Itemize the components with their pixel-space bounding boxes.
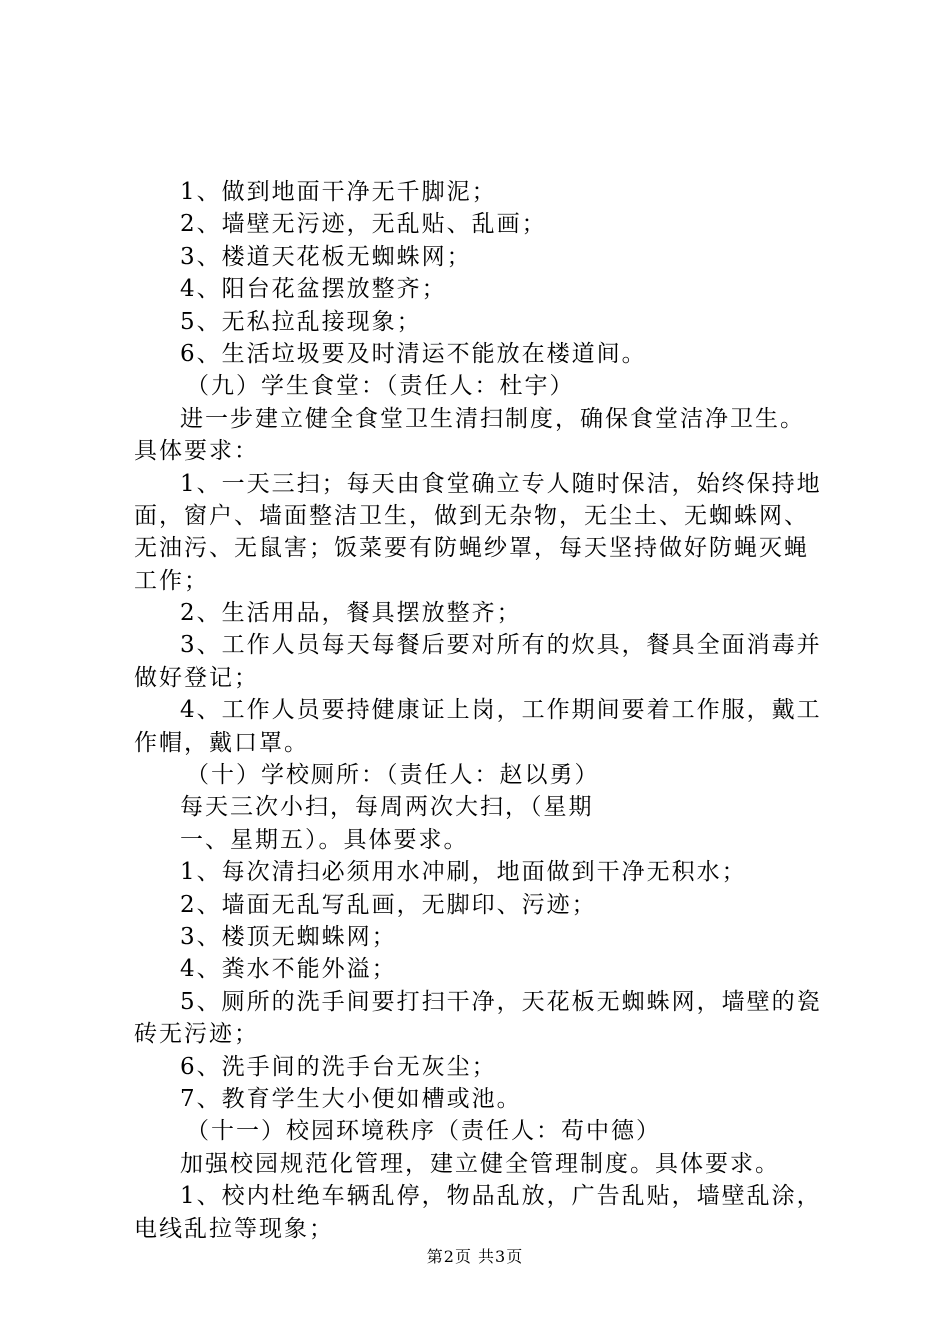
text-line: 3、楼道天花板无蜘蛛网； [180,243,472,270]
text-line: 6、洗手间的洗手台无灰尘； [180,1053,497,1080]
text-line: 1、每次清扫必须用水冲刷，地面做到干净无积水； [180,859,747,886]
text-line: 4、粪水不能外溢； [180,956,397,983]
text-line: 每天三次小扫，每周两次大扫，（星期 [180,794,594,821]
text-line: 面，窗户、墙面整洁卫生，做到无杂物，无尘土、无蜘蛛网、 [134,502,809,529]
page-number-footer: 第2页 共3页 [426,1247,524,1266]
text-line: 加强校园规范化管理，建立健全管理制度。具体要求。 [180,1150,780,1177]
text-line: 电线乱拉等现象； [134,1215,334,1242]
document-body [134,176,834,1245]
section-heading: （十一）校园环境秩序（责任人：苟中德） [186,1118,661,1145]
text-line: 无油污、无鼠害；饭菜要有防蝇纱罩，每天坚持做好防蝇灭蝇 [134,535,809,562]
text-line: 1、一天三扫；每天由食堂确立专人随时保洁，始终保持地 [180,470,822,497]
text-line: 具体要求： [134,438,259,465]
text-line: 4、阳台花盆摆放整齐； [180,276,447,303]
section-heading: （十）学校厕所：（责任人：赵以勇） [186,762,600,789]
text-line: 2、墙面无乱写乱画，无脚印、污迹； [180,891,597,918]
text-line: 3、工作人员每天每餐后要对所有的炊具，餐具全面消毒并 [180,632,822,659]
text-line: 1、做到地面干净无千脚泥； [180,179,497,205]
text-line: 6、生活垃圾要及时清运不能放在楼道间。 [180,340,647,367]
text-line: 5、无私拉乱接现象； [180,308,422,335]
text-line: 砖无污迹； [134,1021,259,1048]
text-line: 4、工作人员要持健康证上岗，工作期间要着工作服，戴工 [180,697,822,724]
text-line: 2、墙壁无污迹，无乱贴、乱画； [180,211,547,238]
text-line: 进一步建立健全食堂卫生清扫制度，确保食堂洁净卫生。 [180,405,805,432]
text-line: 作帽，戴口罩。 [134,729,309,756]
text-line: 2、生活用品，餐具摆放整齐； [180,600,522,627]
text-line: 工作； [134,567,209,594]
text-line: 5、厕所的洗手间要打扫干净，天花板无蜘蛛网，墙壁的瓷 [180,988,822,1015]
text-line: 1、校内杜绝车辆乱停，物品乱放，广告乱贴，墙壁乱涂， [180,1183,822,1210]
text-line: 一、星期五）。具体要求。 [180,826,469,853]
section-heading: （九）学生食堂：（责任人：杜宇） [186,373,575,400]
text-line: 7、教育学生大小便如槽或池。 [180,1085,522,1112]
text-line: 3、楼顶无蜘蛛网； [180,923,397,950]
text-line: 做好登记； [134,664,259,691]
